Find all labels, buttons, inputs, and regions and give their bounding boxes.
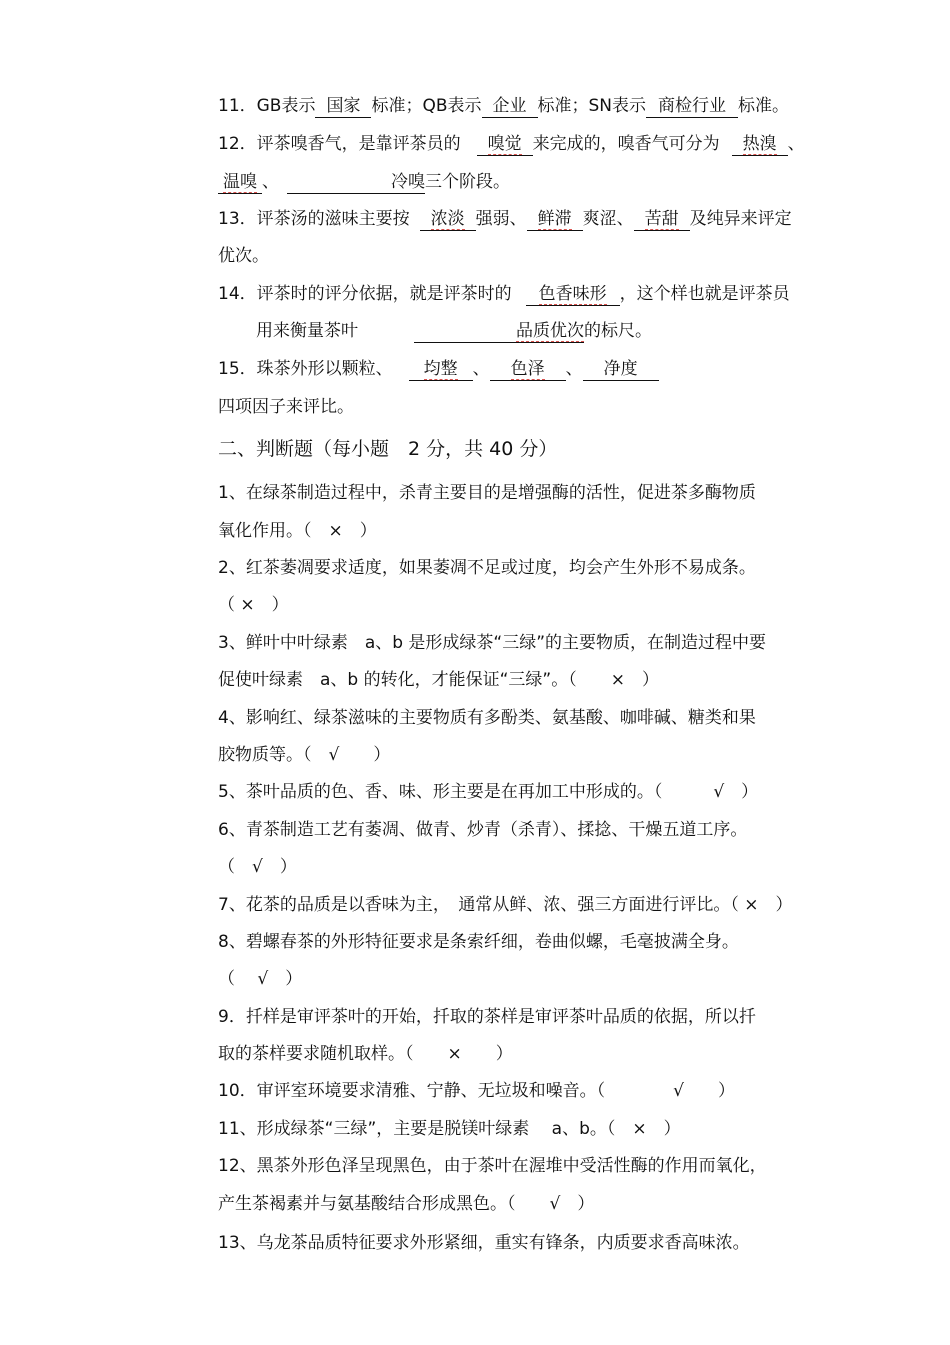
judge-6-line-2: （ √ ）	[218, 857, 297, 877]
q13-answer-3: 苦甜	[634, 208, 690, 231]
judge-3-line-1: 3、鲜叶中叶绿素 a、b 是形成绿茶“三绿”的主要物质，在制造过程中要	[218, 633, 767, 653]
q13-text-4: 及纯异来评定	[689, 209, 792, 229]
q14-line-1	[218, 283, 790, 306]
judge-9-line-2: 取的茶样要求随机取样。（ × ）	[218, 1044, 513, 1064]
q15-line-2: 四项因子来评比。	[218, 397, 354, 417]
q13-answer-1: 浓淡	[420, 208, 476, 231]
judge-3-line-2: 促使叶绿素 a、b 的转化，才能保证“三绿”。（ × ）	[218, 670, 659, 690]
q11-answer-3: 商检行业	[646, 95, 738, 118]
q12-answer-4: 冷嗅	[287, 171, 425, 194]
q13-text-1: 13．评茶汤的滋味主要按	[218, 209, 410, 229]
q12-text-4: 、	[262, 172, 279, 192]
judge-4-line-1: 4、影响红、绿茶滋味的主要物质有多酚类、氨基酸、咖啡碱、糖类和果	[218, 708, 756, 728]
q12-text-2: 来完成的，嗅香气可分为	[532, 134, 720, 154]
q15-answer-2: 色泽	[490, 358, 566, 381]
q11-text-3: 标准；SN表示	[537, 96, 647, 116]
judge-6-line-1: 6、青茶制造工艺有萎凋、做青、炒青（杀青）、揉捻、干燥五道工序。	[218, 820, 748, 840]
q11-text-1: 11．GB表示	[218, 96, 316, 116]
q15-answer-1: 均整	[409, 358, 473, 381]
q12-answer-2: 热溴	[732, 133, 788, 156]
judge-2-line-2: （ × ）	[218, 595, 289, 615]
q14-line-2	[256, 320, 652, 343]
q15-text-2: 、	[472, 359, 490, 379]
judge-2-line-1: 2、红茶萎凋要求适度，如果萎凋不足或过度，均会产生外形不易成条。	[218, 558, 756, 578]
q12-answer-1: 嗅觉	[477, 133, 533, 156]
q14-text-2: ，这个样也就是评茶员	[619, 284, 790, 304]
judge-11-line: 11、形成绿茶“三绿”，主要是脱镁叶绿素 a、b。（ × ）	[218, 1119, 681, 1139]
judge-1-line-2: 氧化作用。（ × ）	[218, 521, 377, 541]
q11-answer-1: 国家	[315, 95, 371, 118]
q15-text-3: 、	[565, 359, 583, 379]
q13-answer-2: 鲜滞	[527, 208, 583, 231]
judge-13-line: 13、乌龙茶品质特征要求外形紧细，重实有锋条，内质要求香高味浓。	[218, 1233, 750, 1253]
q13-line-1	[218, 208, 792, 231]
judge-10-line: 10．审评室环境要求清雅、宁静、无垃圾和噪音。（ √ ）	[218, 1081, 735, 1101]
judge-4-line-2: 胶物质等。（ √ ）	[218, 745, 391, 765]
q12-answer-3: 温嗅	[218, 171, 262, 194]
judge-12-line-2: 产生茶褐素并与氨基酸结合形成黑色。（ √ ）	[218, 1194, 595, 1214]
q14-text-3: 用来衡量茶叶	[256, 321, 358, 341]
q11-text-2: 标准；QB表示	[371, 96, 482, 116]
q13-text-3: 爽涩、	[582, 209, 634, 229]
q14-text-4: 的标尺。	[584, 321, 652, 341]
q13-line-2: 优次。	[218, 246, 269, 266]
q15-answer-3: 净度	[583, 358, 659, 381]
q14-answer-1: 色香味形	[526, 283, 620, 306]
q12-text-1: 12．评茶嗅香气，是靠评茶员的	[218, 134, 461, 154]
section-2-title: 二、判断题（每小题 2 分，共 40 分）	[218, 438, 558, 460]
q12-line-1	[218, 133, 805, 156]
judge-8-line-2: （ √ ）	[218, 969, 303, 989]
q15-text-1: 15．珠茶外形以颗粒、	[218, 359, 393, 379]
judge-1-line-1: 1、在绿茶制造过程中，杀青主要目的是增强酶的活性，促进茶多酶物质	[218, 483, 756, 503]
q12-text-5: 三个阶段。	[425, 172, 510, 192]
q12-text-3: 、	[787, 134, 805, 154]
q15-line-1	[218, 358, 659, 381]
q11-line	[218, 95, 789, 118]
judge-8-line-1: 8、碧螺春茶的外形特征要求是条索纤细，卷曲似螺，毛毫披满全身。	[218, 932, 739, 952]
q11-answer-2: 企业	[482, 95, 538, 118]
q14-text-1: 14．评茶时的评分依据，就是评茶时的	[218, 284, 512, 304]
judge-9-line-1: 9．扦样是审评茶叶的开始，扦取的茶样是审评茶叶品质的依据，所以扦	[218, 1007, 756, 1027]
judge-7-line: 7、花茶的品质是以香味为主， 通常从鲜、浓、强三方面进行评比。（ × ）	[218, 895, 793, 915]
q11-text-4: 标准。	[738, 96, 790, 116]
q13-text-2: 强弱、	[475, 209, 527, 229]
judge-12-line-1: 12、黑茶外形色泽呈现黑色，由于茶叶在渥堆中受活性酶的作用而氧化，	[218, 1156, 767, 1176]
judge-5-line: 5、茶叶品质的色、香、味、形主要是在再加工中形成的。（ √ ）	[218, 782, 759, 802]
q12-line-2	[218, 171, 510, 194]
q14-answer-2: 品质优次	[414, 320, 584, 343]
